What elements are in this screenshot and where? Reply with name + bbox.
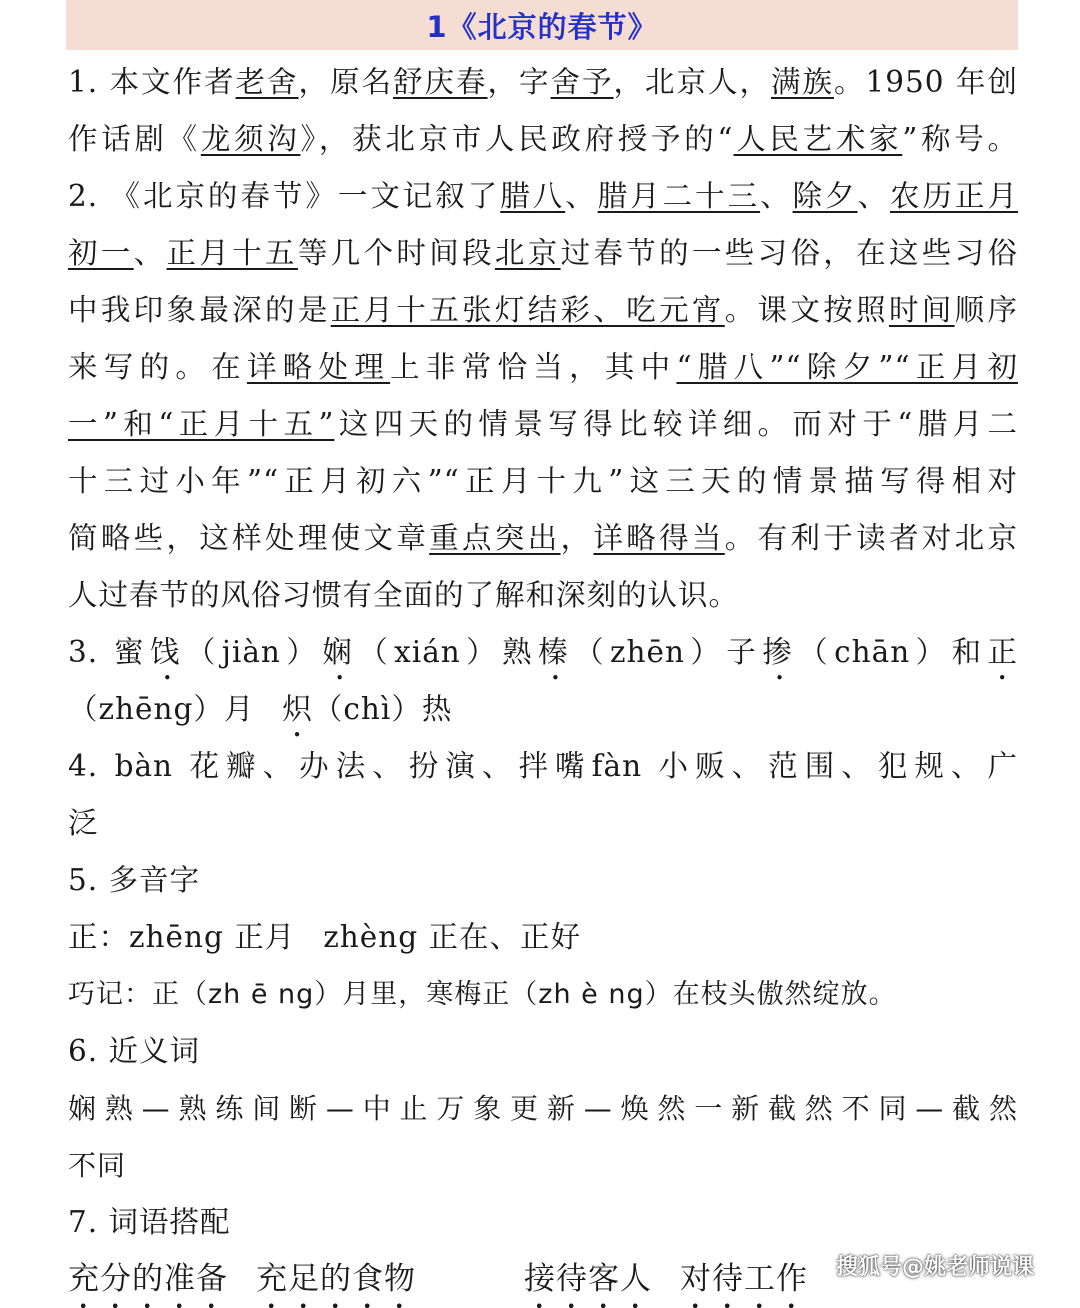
section-2-line-5 xyxy=(68,396,1018,453)
dotted-char: 娴 xyxy=(322,635,359,669)
text: 、 xyxy=(760,179,793,213)
text: ，字 xyxy=(487,65,551,99)
notes-body xyxy=(68,54,1018,1308)
answer: 初一 xyxy=(68,236,134,270)
section-2-line-3 xyxy=(68,282,1018,339)
title-banner xyxy=(66,0,1018,50)
text: 、 xyxy=(565,179,598,213)
section-2-line-4 xyxy=(68,339,1018,396)
answer-honor: 人民艺术家 xyxy=(733,122,903,156)
answer-author: 老舍 xyxy=(235,65,299,99)
section-5-tip: 巧记：正（zh ē ng）月里，寒梅正（zh è ng）在枝头傲然绽放。 xyxy=(68,979,897,1010)
synonym-pair: 万象更新—焕然一新 xyxy=(436,1092,768,1125)
page-title: 1《北京的春节》 xyxy=(426,9,658,44)
section-5-line-1 xyxy=(68,909,1018,966)
dotted-char: 饯 xyxy=(149,635,186,669)
answer: 腊月二十三 xyxy=(597,179,761,213)
section-7-heading: 7. 词语搭配 xyxy=(68,1205,231,1239)
answer: 农历正月 xyxy=(890,179,1018,213)
answer: 详略得当 xyxy=(593,521,725,555)
synonym-pair: 间断—中止 xyxy=(252,1092,437,1125)
section-6-line-1 xyxy=(68,1080,1018,1137)
collocation: 接待客人 xyxy=(524,1261,652,1297)
answer-ethnicity: 满族 xyxy=(771,65,834,99)
section-3-line-1 xyxy=(68,624,1018,681)
collocation: 对待工作 xyxy=(680,1261,808,1297)
answer: 腊八 xyxy=(500,179,566,213)
watermark: 搜狐号@姚老师说课 xyxy=(835,1255,1034,1280)
text: 、 xyxy=(133,236,167,270)
text: 。1950 年创 xyxy=(834,65,1018,99)
text: 3. 蜜 xyxy=(68,635,150,669)
dotted-char: 榛 xyxy=(538,635,575,669)
section-1-line-1 xyxy=(68,54,1018,111)
text: 上非常恰当，其中 xyxy=(390,350,677,384)
dotted-char: 正 xyxy=(987,635,1018,669)
text: 这四天的情景写得比较详细。而对于“腊月二 xyxy=(334,407,1018,441)
section-2-line-6: 十三过小年”“正月初六”“正月十九”这三天的情景描写得相对 xyxy=(68,464,1018,498)
answer: 详略处理 xyxy=(246,350,391,384)
answer: 一”和“正月十五” xyxy=(68,407,335,441)
text: 。课文按照 xyxy=(724,293,889,327)
pinyin: （xián）熟 xyxy=(358,635,539,669)
text: 作话剧《 xyxy=(68,122,201,156)
answer: 正月十五 xyxy=(166,236,298,270)
text: 》，获北京市人民政府授予的“ xyxy=(300,122,734,156)
answer: “腊八”“除夕”“正月初 xyxy=(676,350,1018,384)
section-2-line-7 xyxy=(68,510,1018,567)
dotted-char: 炽 xyxy=(282,692,313,726)
answer: 除夕 xyxy=(792,179,858,213)
pinyin: （chì）热 xyxy=(312,692,453,726)
text: 、 xyxy=(857,179,891,213)
pinyin: （jiàn） xyxy=(185,635,323,669)
collocation: 充分的准备 xyxy=(68,1261,228,1297)
text: 等几个时间段 xyxy=(297,236,495,270)
text: ，原名 xyxy=(298,65,394,99)
answer: 重点突出 xyxy=(429,521,561,555)
text: ，北京人， xyxy=(613,65,771,99)
synonym-pair: 截然不同—截然 xyxy=(767,1092,1018,1125)
section-2-line-2 xyxy=(68,225,1018,282)
section-5-heading: 5. 多音字 xyxy=(68,863,201,897)
text: fàn 小贩、范围、犯规、广 xyxy=(591,749,1018,783)
text: 。有利于读者对北京 xyxy=(724,521,1018,555)
section-6-line-2: 不同 xyxy=(68,1149,127,1182)
section-1-line-2 xyxy=(68,111,1018,168)
text: zhèng 正在、正好 xyxy=(323,920,582,954)
text: 1. 本文作者 xyxy=(68,65,236,99)
text: 顺序 xyxy=(954,293,1018,327)
answer-original-name: 舒庆春 xyxy=(393,65,488,99)
pinyin: （zhēn）子 xyxy=(574,635,763,669)
text: 过春节的一些习俗，在这些习俗 xyxy=(560,236,1018,270)
answer: 正月十五张灯结彩、吃元宵 xyxy=(330,293,725,327)
collocation: 充足的食物 xyxy=(256,1261,416,1297)
pinyin: （chān）和 xyxy=(798,635,988,669)
text: 简略些，这样处理使文章 xyxy=(68,521,430,555)
text: 中我印象最深的是 xyxy=(68,293,331,327)
answer-style-name: 舍予 xyxy=(550,65,614,99)
text: 来写的。在 xyxy=(68,350,247,384)
text: ”称号。 xyxy=(902,122,1018,156)
text: 2. 《北京的春节》一文记叙了 xyxy=(68,179,501,213)
synonym-pair: 娴熟—熟练 xyxy=(68,1092,253,1125)
answer-drama: 龙须沟 xyxy=(200,122,301,156)
answer: 时间 xyxy=(888,293,955,327)
text: 正：zhēng 正月 xyxy=(68,920,296,954)
answer: 北京 xyxy=(494,236,561,270)
section-4-line-1 xyxy=(68,738,1018,795)
section-3-line-2 xyxy=(68,681,1018,738)
section-4-line-2: 泛 xyxy=(68,806,99,840)
pinyin: （zhēng）月 xyxy=(68,692,255,726)
section-2-line-8: 人过春节的风俗习惯有全面的了解和深刻的认识。 xyxy=(68,578,740,612)
section-6-heading: 6. 近义词 xyxy=(68,1034,201,1068)
section-2-line-1 xyxy=(68,168,1018,225)
dotted-char: 掺 xyxy=(762,635,799,669)
text: ， xyxy=(560,521,594,555)
text: 4. bàn 花瓣、办法、扮演、拌嘴 xyxy=(68,749,592,783)
